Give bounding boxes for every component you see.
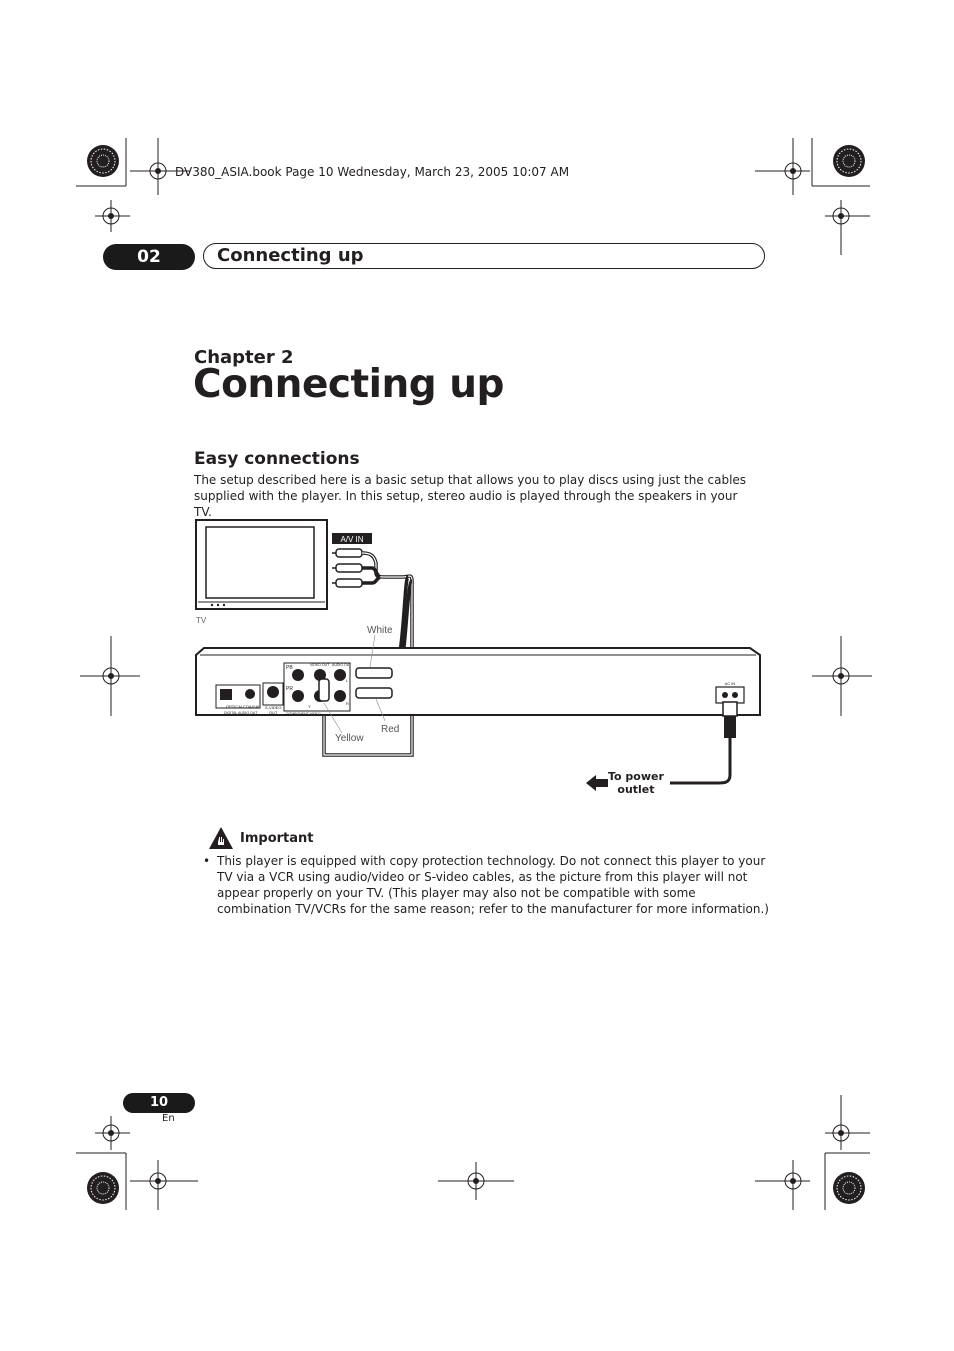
power-label-line2: outlet (617, 783, 655, 796)
digital-audio-out-label: DIGITAL AUDIO OUT (224, 711, 258, 715)
y-label: Y (308, 704, 311, 709)
important-text: This player is equipped with copy protection technology. Do not connect this player to your TV via a VCR using audio/video or S-video cables, as the picture from this player will not appear properly on your TV. (This player may also not be compatible with some combination TV/VCRs for the same reason; refer to the manufacturer for more information.) (217, 854, 769, 916)
optical-label: OPTICAL (226, 704, 244, 709)
page-number-badge: 10 (123, 1093, 195, 1113)
component-video-label: COMPONENT VIDEO (286, 712, 321, 716)
white-cable-label: White (367, 625, 393, 636)
tv-icon (196, 520, 327, 609)
pr-label: PR (286, 686, 293, 692)
connection-diagram (190, 515, 770, 805)
coaxial-label: COAXIAL (243, 704, 261, 709)
page-title: Connecting up (193, 362, 504, 407)
print-info: DV380_ASIA.book Page 10 Wednesday, March 23, 2005 10:07 AM (175, 165, 570, 179)
section-heading: Easy connections (194, 449, 360, 469)
chapter-header-title: Connecting up (217, 245, 364, 266)
pb-label: PB (286, 665, 293, 671)
audio-out-label: AUDIO OUT (332, 663, 352, 667)
av-in-label: A/V IN (340, 535, 364, 544)
red-cable-label: Red (381, 724, 400, 735)
video-out-label: VIDEO OUT (310, 663, 330, 667)
s-video-out-label: OUT (269, 710, 278, 715)
r-label: R (346, 701, 349, 706)
l-label: L (346, 678, 349, 683)
yellow-cable-label: Yellow (335, 733, 364, 744)
power-label-line1: To power (608, 770, 664, 783)
chapter-header-bar (203, 243, 765, 269)
power-arrow-icon (586, 775, 608, 791)
warning-hand-icon (208, 826, 234, 850)
important-title: Important (240, 831, 314, 846)
power-outlet-label (608, 770, 664, 796)
tv-rca-plugs (332, 549, 362, 587)
chapter-number-badge: 02 (103, 244, 195, 270)
chapter-label: Chapter 2 (194, 347, 294, 368)
ac-in-label: AC IN (724, 681, 736, 686)
important-bullet: • (203, 854, 211, 868)
page-language: En (162, 1113, 175, 1124)
s-video-label: S-VIDEO (265, 705, 282, 710)
tv-label: TV (196, 616, 207, 625)
section-intro: The setup described here is a basic setup that allows you to play discs using just the cables supplied with the player. In this setup, stereo audio is played through the speakers in your TV. (194, 473, 747, 519)
